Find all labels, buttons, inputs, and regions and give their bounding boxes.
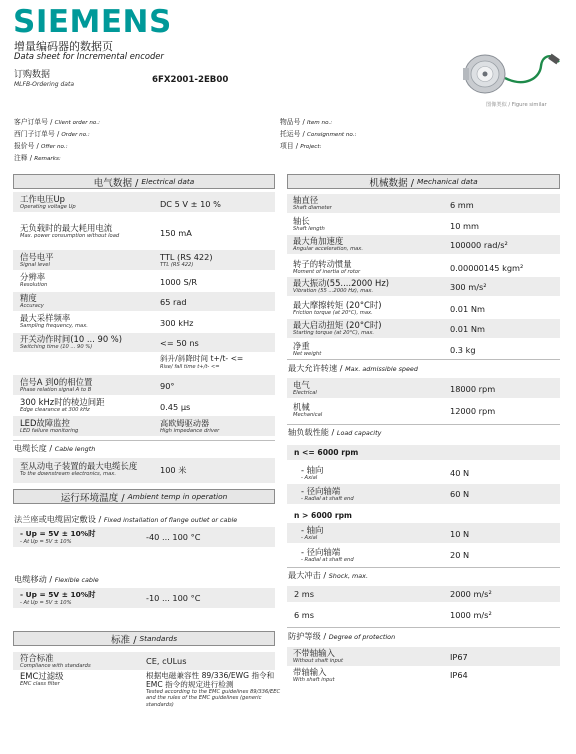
protection-heading: 防护等级 / Degree of protection	[288, 631, 396, 641]
switching-time-label: 开关动作时间(10 ... 90 %) Switching time (10 ... 90 %)	[20, 334, 123, 350]
max-speed-heading: 最大允许转速 / Max. admissible speed	[288, 363, 418, 373]
offer-field: 报价号 / Offer no.:	[14, 142, 68, 150]
shaft-length-value: 10 mm	[450, 221, 479, 231]
project-field: 项目 / Project:	[280, 142, 322, 150]
protection-without-shaft-value: IP67	[450, 652, 468, 662]
ambient-temp-header: 运行环境温度 / Ambient temp in operation	[13, 489, 275, 504]
shock-heading: 最大冲击 / Shock, max.	[288, 570, 368, 580]
speed-electrical-label: 电气 Electrical	[293, 380, 317, 396]
cable-length-heading: 电缆长度 / Cable length	[14, 443, 96, 453]
shock-2ms-value: 2000 m/s²	[450, 589, 492, 599]
signal-level-label: 信号电平 Signal level	[20, 252, 54, 268]
starting-torque-label: 最大启动扭矩 (20°C时) Starting torque (at 20°C), max.	[293, 320, 382, 336]
order-fields-right	[280, 117, 357, 153]
net-weight-value: 0.3 kg	[450, 345, 476, 355]
row-shade	[287, 523, 560, 543]
load-high-radial-label: - 径向轴端 - Radial at shaft end	[301, 547, 354, 563]
divider	[287, 424, 560, 425]
led-monitoring-label: LED故障监控 LED failure monitoring	[20, 418, 79, 434]
resolution-value: 1000 S/R	[160, 277, 198, 287]
moment-of-inertia-value: 0.00000145 kgm²	[450, 263, 524, 273]
item-field: 物品号 / Item no.:	[280, 118, 333, 126]
load-high-axial-label: - 轴向 - Axial	[301, 525, 324, 541]
speed-mechanical-value: 12000 rpm	[450, 406, 496, 416]
fixed-temp-label: - Up = 5V ± 10%时 - At Up = 5V ± 10%	[20, 529, 96, 545]
load-capacity-heading: 轴负载性能 / Load capacity	[288, 427, 382, 437]
flexible-cable-heading: 电缆移动 / Flexible cable	[14, 574, 99, 584]
order-label-zh: 订购数据	[14, 70, 51, 80]
flex-temp-value: -10 ... 100 °C	[146, 593, 201, 603]
divider	[13, 440, 275, 441]
compliance-value: CE, cULus	[146, 656, 187, 666]
emc-class-label: EMC过滤级 EMC class filter	[20, 671, 64, 687]
edge-clearance-label: 300 kHz时的棱边间距 Edge clearance at 300 kHz	[20, 397, 105, 413]
load-low-axial-label: - 轴向 - Axial	[301, 465, 324, 481]
accuracy-value: 65 rad	[160, 297, 187, 307]
order-number: 6FX2001-2EB00	[152, 75, 229, 85]
cable-length-value: 100 米	[160, 465, 187, 475]
phase-relation-label: 信号A 到0的相位置 Phase relation signal A to B	[20, 377, 93, 393]
shock-6ms-value: 1000 m/s²	[450, 610, 492, 620]
net-weight-label: 净重 Net weight	[293, 341, 322, 357]
edge-clearance-value: 0.45 µs	[160, 402, 191, 412]
electrical-header: 电气数据 / Electrical data	[13, 174, 275, 189]
operating-voltage-label: 工作电压Up Operating voltage Up	[20, 194, 76, 210]
load-high-radial-value: 20 N	[450, 550, 470, 560]
vibration-value: 300 m/s²	[450, 282, 487, 292]
angular-acceleration-label: 最大角加速度 Angular acceleration, max.	[293, 236, 364, 252]
load-low-radial-value: 60 N	[450, 489, 470, 499]
emc-class-value: 根据电磁兼容性 89/336/EWG 指令和 EMC 指令的规定进行检测 Tested according to the EMC guidelines 89/336/EEC and the rules of the EMC guidelines (generic standards)	[146, 671, 281, 708]
row-shade	[287, 378, 560, 398]
order-fields-left	[14, 117, 100, 165]
signal-level-value: TTL (RS 422) TTL (RS 422)	[160, 252, 213, 268]
fixed-temp-value: -40 ... 100 °C	[146, 532, 201, 542]
operating-voltage-value: DC 5 V ± 10 %	[160, 199, 221, 209]
order-label-en: MLFB-Ordering data	[14, 81, 75, 88]
load-low-axial-value: 40 N	[450, 468, 470, 478]
phase-relation-value: 90°	[160, 381, 175, 391]
rise-fall-time: 斜升/斜降时间 t+/t- <= Rise/ fall time t+/t- <=	[160, 354, 244, 370]
switching-time-value: <= 50 ns	[160, 338, 199, 348]
load-high-speed-label: n > 6000 rpm	[294, 511, 352, 520]
row-shade	[287, 586, 560, 602]
shaft-length-label: 轴长 Shaft length	[293, 216, 325, 232]
protection-with-shaft-label: 带轴输入 With shaft input	[293, 667, 335, 683]
flex-temp-label: - Up = 5V ± 10%时 - At Up = 5V ± 10%	[20, 590, 96, 606]
led-monitoring-value: 高欧姆驱动器 High impedance driver	[160, 418, 220, 434]
divider	[287, 359, 560, 360]
speed-electrical-value: 18000 rpm	[450, 384, 496, 394]
angular-acceleration-value: 100000 rad/s²	[450, 240, 508, 250]
consignment-field: 托运号 / Consignment no.:	[280, 130, 357, 138]
power-consumption-label: 无负载时的最大耗用电流 Max. power consumption without load	[20, 223, 120, 239]
resolution-label: 分辨率 Resolution	[20, 272, 48, 288]
speed-mechanical-label: 机械 Mechanical	[293, 402, 323, 418]
page-title-zh: 增量编码器的数据页	[14, 40, 113, 53]
siemens-logo: SIEMENS	[13, 4, 172, 40]
shaft-diameter-value: 6 mm	[450, 200, 474, 210]
divider	[287, 627, 560, 628]
protection-with-shaft-value: IP64	[450, 670, 468, 680]
friction-torque-value: 0.01 Nm	[450, 304, 485, 314]
compliance-label: 符合标准 Compliance with standards	[20, 653, 91, 669]
protection-without-shaft-label: 不带轴输入 Without shaft input	[293, 648, 344, 664]
starting-torque-value: 0.01 Nm	[450, 324, 485, 334]
friction-torque-label: 最大摩擦转矩 (20°C时) Friction torque (at 20°C), max.	[293, 300, 382, 316]
fixed-installation-heading: 法兰座或电缆固定敷设 / Fixed installation of flange outlet or cable	[14, 514, 238, 524]
load-low-speed-label: n <= 6000 rpm	[294, 448, 359, 457]
shock-6ms-label: 6 ms	[294, 610, 315, 620]
moment-of-inertia-label: 转子的转动惯量 Moment of inertia of rotor	[293, 259, 361, 275]
accuracy-label: 精度 Accuracy	[20, 293, 44, 309]
cable-length-label: 至从动电子装置的最大电缆长度 To the downstream electronics, max.	[20, 461, 138, 477]
row-shade	[13, 292, 275, 311]
divider	[287, 567, 560, 568]
load-high-axial-value: 10 N	[450, 529, 470, 539]
load-low-radial-label: - 径向轴端 - Radial at shaft end	[301, 486, 354, 502]
power-consumption-value: 150 mA	[160, 228, 192, 238]
standards-header: 标准 / Standards	[13, 631, 275, 646]
sampling-frequency-label: 最大采样频率 Sampling frequency, max.	[20, 313, 88, 329]
shaft-diameter-label: 轴直径 Shaft diameter	[293, 195, 332, 211]
remarks-field: 注释 / Remarks:	[14, 154, 61, 162]
page-title-en: Data sheet for Incremental encoder	[14, 51, 164, 61]
shock-2ms-label: 2 ms	[294, 589, 315, 599]
vibration-label: 最大振动(55....2000 Hz) Vibration (55 ...2000 Hz), max.	[293, 278, 390, 294]
client-order-field: 客户订单号 / Client order no.:	[14, 118, 101, 126]
image-caption: 图像类似 / Figure similar	[486, 102, 547, 108]
encoder-image	[455, 48, 561, 100]
mechanical-header: 机械数据 / Mechanical data	[287, 174, 560, 189]
siemens-order-field: 西门子订单号 / Order no.:	[14, 130, 90, 138]
sampling-frequency-value: 300 kHz	[160, 318, 194, 328]
